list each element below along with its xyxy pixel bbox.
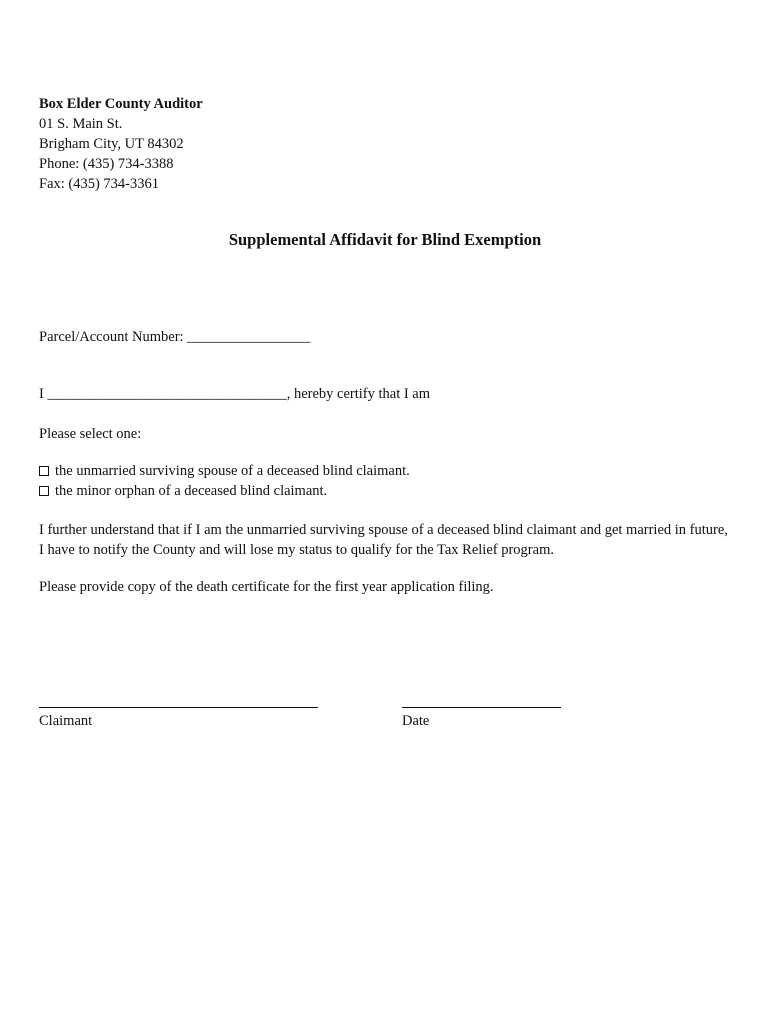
option-label: the minor orphan of a deceased blind claimant. bbox=[55, 483, 328, 499]
checkbox-icon[interactable] bbox=[39, 486, 49, 496]
org-name: Box Elder County Auditor bbox=[39, 96, 203, 112]
date-label: Date bbox=[402, 713, 430, 729]
select-one-label: Please select one: bbox=[39, 426, 142, 442]
address-line-1: 01 S. Main St. bbox=[39, 116, 123, 132]
certify-name-field[interactable]: I _________________________________, hereby certify that I am bbox=[39, 386, 431, 402]
understanding-paragraph: I further understand that if I am the unmarried surviving spouse of a deceased blind claimant and get married in future, I have to notify the County and will lose my status to qualify for the Tax Relief program. bbox=[39, 522, 728, 558]
claimant-signature-line[interactable] bbox=[39, 707, 318, 708]
option-surviving-spouse[interactable] bbox=[39, 462, 410, 481]
option-label: the unmarried surviving spouse of a deceased blind claimant. bbox=[55, 463, 410, 479]
date-signature-line[interactable] bbox=[402, 707, 561, 708]
parcel-account-field[interactable]: Parcel/Account Number: _________________ bbox=[39, 329, 311, 345]
death-certificate-note: Please provide copy of the death certificate for the first year application filing. bbox=[39, 579, 494, 595]
phone-line: Phone: (435) 734-3388 bbox=[39, 156, 174, 172]
letterhead bbox=[39, 94, 203, 194]
fax-line: Fax: (435) 734-3361 bbox=[39, 176, 160, 192]
option-minor-orphan[interactable] bbox=[39, 482, 327, 501]
checkbox-icon[interactable] bbox=[39, 466, 49, 476]
address-line-2: Brigham City, UT 84302 bbox=[39, 136, 184, 152]
claimant-label: Claimant bbox=[39, 713, 93, 729]
document-title: Supplemental Affidavit for Blind Exemption bbox=[228, 230, 542, 249]
